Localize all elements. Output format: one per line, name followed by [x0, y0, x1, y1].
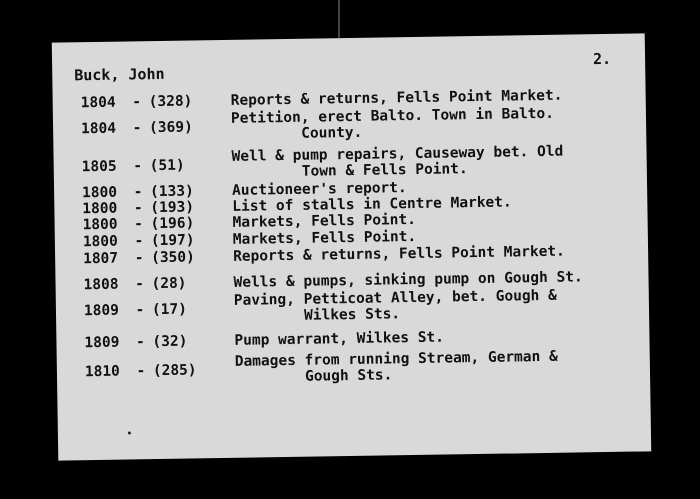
entry-description [235, 347, 645, 385]
entry-reference: (32) [152, 333, 188, 351]
index-card [52, 33, 651, 460]
entry-separator: - [134, 250, 144, 267]
entry-year: 1800 [82, 233, 118, 251]
film-crease [338, 0, 340, 38]
entry-reference: (193) [150, 199, 195, 217]
entry-description-continuation: Wilkes Sts. [303, 306, 401, 324]
entry-separator: - [135, 276, 145, 293]
entry-description-line: Pump warrant, Wilkes St. [234, 329, 445, 349]
entry-year: 1805 [81, 158, 117, 176]
entry-year: 1804 [80, 120, 117, 138]
card-name: Buck, John [74, 64, 165, 85]
entry-description-line: Reports & returns, Fells Point Market. [233, 243, 565, 265]
entry-separator: - [132, 94, 142, 111]
entry-separator: - [135, 302, 145, 319]
entry-description-line: Paving, Petticoat Alley, bet. Gough & [233, 287, 557, 309]
entry-reference: (17) [151, 301, 188, 319]
entry-year: 1808 [83, 276, 119, 294]
entry-year: 1809 [84, 334, 120, 352]
entry-separator: - [136, 363, 146, 380]
entry-year: 1800 [81, 184, 118, 202]
entry-reference: (51) [149, 157, 185, 175]
entry-description-line: Markets, Fells Point. [232, 228, 417, 248]
entry-description-line: Wells & pumps, sinking pump on Gough St. [233, 269, 583, 291]
entry-row [53, 86, 646, 112]
entry-year: 1807 [83, 250, 119, 268]
entry-reference: (196) [150, 215, 195, 233]
entry-description-continuation: County. [301, 124, 363, 142]
entry-description-line: Auctioneer's report. [231, 180, 407, 199]
entry-description [231, 104, 641, 142]
entry-year: 1804 [80, 94, 116, 112]
entry-description-continuation: Gough Sts. [304, 367, 393, 385]
entry-reference: (28) [151, 275, 187, 293]
entry-year: 1800 [82, 216, 118, 234]
entry-description [234, 286, 644, 324]
entry-separator: - [133, 158, 143, 175]
entry-description-line: Markets, Fells Point. [232, 211, 417, 231]
entry-separator: - [134, 233, 144, 250]
entry-description-continuation: Town & Fells Point. [301, 161, 468, 180]
entry-description [231, 142, 641, 180]
card-number: 2. [592, 49, 612, 69]
entry-year: 1810 [84, 363, 120, 381]
entry-separator: - [134, 216, 144, 233]
entry-row [53, 142, 646, 180]
entry-row [56, 326, 649, 352]
entry-year: 1809 [83, 302, 120, 320]
entry-description-line: Reports & returns, Fells Point Market. [230, 87, 563, 109]
entry-reference: (285) [152, 362, 197, 380]
entry-separator: - [135, 334, 145, 351]
entry-description [234, 326, 644, 348]
entry-description-line: Petition, erect Balto. Town in Balto. [230, 105, 555, 127]
entry-description-line: Well & pump repairs, Causeway bet. Old [231, 143, 564, 165]
entry-row [55, 268, 648, 294]
entry-reference: (369) [148, 119, 193, 137]
entry-reference: (133) [149, 183, 194, 201]
entry-description-line: List of stalls in Centre Market. [232, 194, 512, 215]
entry-description-line: Damages from running Stream, German & [234, 348, 558, 370]
entry-separator: - [133, 184, 143, 201]
entry-reference: (328) [148, 93, 193, 111]
entry-separator: - [133, 200, 143, 217]
entry-year: 1800 [82, 200, 118, 218]
ink-speck [128, 431, 131, 434]
entry-reference: (197) [150, 232, 195, 250]
entry-reference: (350) [151, 249, 195, 267]
entry-separator: - [132, 120, 142, 137]
